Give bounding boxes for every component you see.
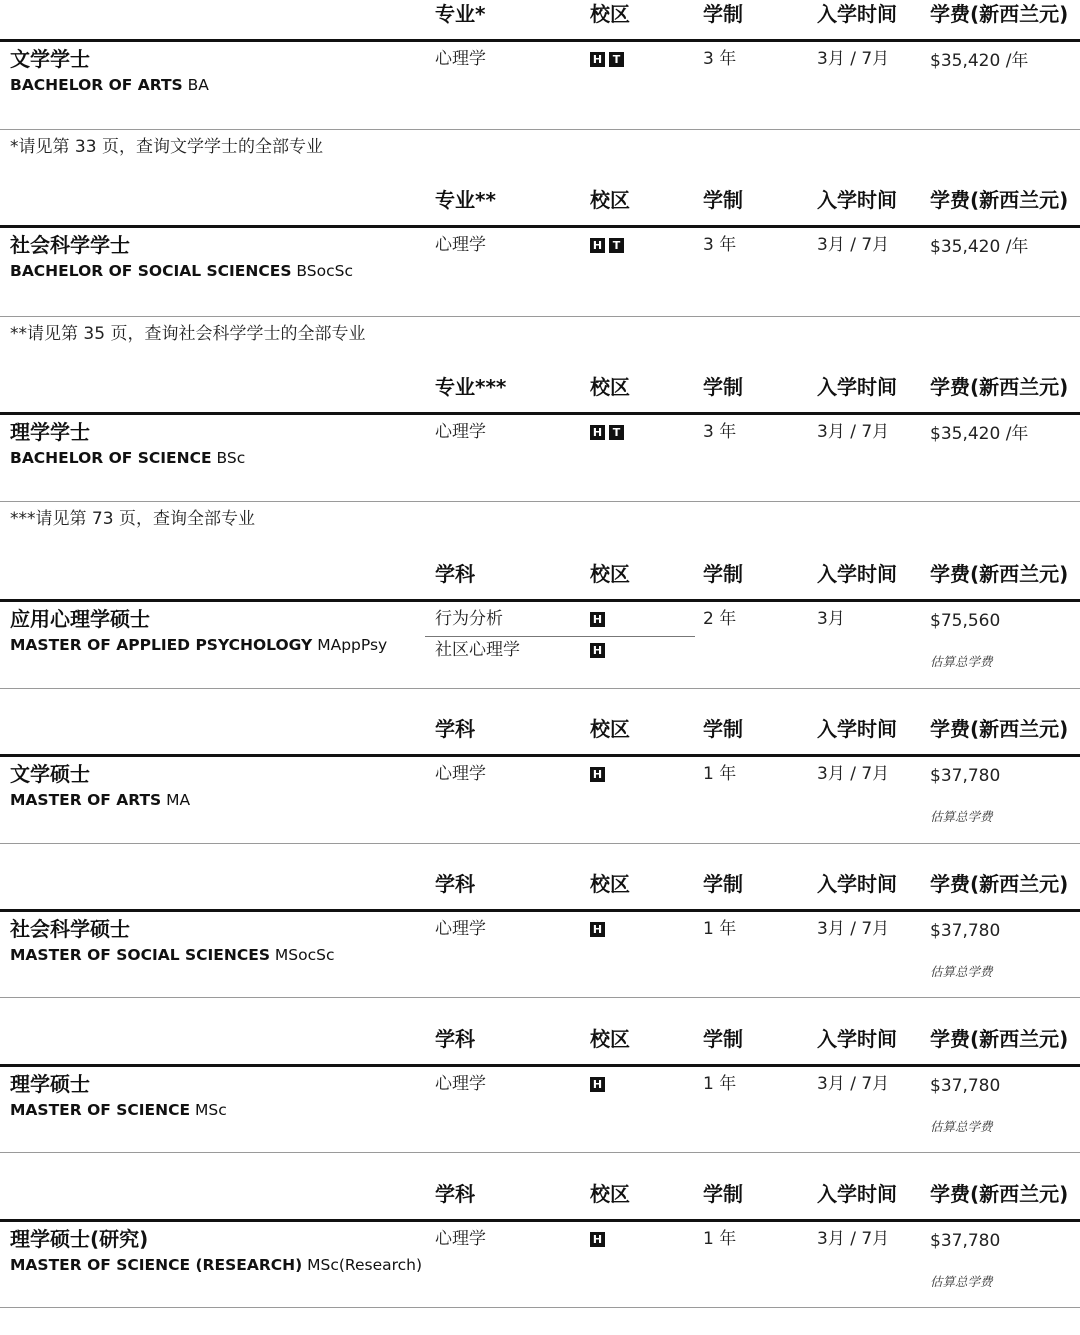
section-divider — [0, 501, 1080, 502]
duration-value: 1 年 — [703, 1229, 737, 1249]
fee-value: $35,420 /年 — [930, 237, 1029, 257]
program-block — [0, 1180, 1080, 1335]
fee-note: 估算总学费 — [930, 1274, 993, 1289]
program-name-en — [10, 1255, 422, 1275]
header-rule — [0, 39, 1080, 42]
campus-header: 校区 — [590, 1182, 630, 1206]
fee-header: 学费(新西兰元) — [930, 872, 1069, 896]
intake-header: 入学时间 — [817, 375, 897, 399]
campus-badges — [590, 767, 605, 782]
program-block — [0, 373, 1080, 528]
major-value: 行为分析 — [435, 609, 503, 629]
intake-value: 3月 / 7月 — [817, 1229, 890, 1249]
program-name-en-full: MASTER OF APPLIED PSYCHOLOGY — [10, 636, 313, 654]
duration-header: 学制 — [703, 872, 743, 896]
duration-value: 3 年 — [703, 49, 737, 69]
program-block — [0, 870, 1080, 1025]
campus-h-badge: H — [590, 612, 605, 627]
campus-t-badge: T — [609, 52, 624, 67]
program-abbreviation: BSocSc — [296, 262, 353, 280]
intake-value: 3月 / 7月 — [817, 422, 890, 442]
header-rule — [0, 1219, 1080, 1222]
fee-note: 估算总学费 — [930, 654, 993, 669]
intake-value: 3月 / 7月 — [817, 919, 890, 939]
campus-badges — [590, 1077, 605, 1092]
major-header: 学科 — [435, 1027, 475, 1051]
program-name-en-full: BACHELOR OF ARTS — [10, 76, 183, 94]
section-divider — [0, 1307, 1080, 1308]
program-name-en — [10, 1100, 227, 1120]
major-value: 心理学 — [435, 422, 486, 442]
duration-header: 学制 — [703, 2, 743, 26]
intake-header: 入学时间 — [817, 188, 897, 212]
duration-header: 学制 — [703, 1182, 743, 1206]
campus-badges — [590, 612, 605, 627]
fee-value: $75,560 — [930, 611, 1001, 631]
program-name-en — [10, 945, 335, 965]
program-abbreviation: BSc — [216, 449, 246, 467]
campus-header: 校区 — [590, 1027, 630, 1051]
duration-value: 2 年 — [703, 609, 737, 629]
program-block — [0, 560, 1080, 715]
program-name-en — [10, 75, 209, 95]
major-header: 专业** — [435, 188, 496, 212]
campus-h-badge: H — [590, 425, 605, 440]
campus-badges — [590, 425, 624, 440]
fee-value: $37,780 — [930, 921, 1001, 941]
campus-badges — [590, 238, 624, 253]
duration-header: 学制 — [703, 375, 743, 399]
intake-header: 入学时间 — [817, 2, 897, 26]
intake-value: 3月 — [817, 609, 845, 629]
campus-badges — [590, 643, 605, 658]
program-abbreviation: MSocSc — [274, 946, 335, 964]
fee-value: $35,420 /年 — [930, 51, 1029, 71]
campus-h-badge: H — [590, 238, 605, 253]
header-rule — [0, 909, 1080, 912]
section-divider — [0, 316, 1080, 317]
program-name-en — [10, 790, 190, 810]
header-rule — [0, 225, 1080, 228]
fee-value: $35,420 /年 — [930, 424, 1029, 444]
fee-note: 估算总学费 — [930, 1119, 993, 1134]
header-rule — [0, 1064, 1080, 1067]
program-name-en-full: MASTER OF ARTS — [10, 791, 162, 809]
header-rule — [0, 754, 1080, 757]
program-abbreviation: MAppPsy — [317, 636, 388, 654]
section-divider — [0, 997, 1080, 998]
intake-value: 3月 / 7月 — [817, 49, 890, 69]
fee-header: 学费(新西兰元) — [930, 2, 1069, 26]
campus-t-badge: T — [609, 238, 624, 253]
program-name-zh: 应用心理学硕士 — [10, 607, 150, 631]
campus-header: 校区 — [590, 717, 630, 741]
program-name-en — [10, 448, 245, 468]
campus-h-badge: H — [590, 1077, 605, 1092]
fee-value: $37,780 — [930, 1231, 1001, 1251]
program-name-zh: 理学硕士 — [10, 1072, 90, 1096]
fee-note: 估算总学费 — [930, 809, 993, 824]
fee-header: 学费(新西兰元) — [930, 1027, 1069, 1051]
footnote: **请见第 35 页，查询社会科学学士的全部专业 — [10, 324, 366, 344]
major-value: 心理学 — [435, 764, 486, 784]
intake-value: 3月 / 7月 — [817, 1074, 890, 1094]
program-block — [0, 715, 1080, 870]
campus-header: 校区 — [590, 562, 630, 586]
campus-header: 校区 — [590, 188, 630, 212]
major-value: 心理学 — [435, 1074, 486, 1094]
section-divider — [0, 129, 1080, 130]
fee-header: 学费(新西兰元) — [930, 1182, 1069, 1206]
program-abbreviation: MSc(Research) — [307, 1256, 423, 1274]
intake-value: 3月 / 7月 — [817, 764, 890, 784]
fee-note: 估算总学费 — [930, 964, 993, 979]
program-name-zh: 文学学士 — [10, 47, 90, 71]
section-divider — [0, 843, 1080, 844]
campus-badges — [590, 52, 624, 67]
major-value: 心理学 — [435, 1229, 486, 1249]
fee-value: $37,780 — [930, 766, 1001, 786]
header-rule — [0, 412, 1080, 415]
program-name-en — [10, 261, 353, 281]
campus-h-badge: H — [590, 52, 605, 67]
program-abbreviation: MSc — [195, 1101, 227, 1119]
program-name-en — [10, 635, 387, 655]
duration-header: 学制 — [703, 1027, 743, 1051]
program-name-en-full: MASTER OF SCIENCE — [10, 1101, 191, 1119]
fee-header: 学费(新西兰元) — [930, 188, 1069, 212]
duration-header: 学制 — [703, 562, 743, 586]
duration-value: 3 年 — [703, 422, 737, 442]
program-abbreviation: MA — [166, 791, 191, 809]
program-name-en-full: MASTER OF SOCIAL SCIENCES — [10, 946, 270, 964]
duration-value: 3 年 — [703, 235, 737, 255]
section-divider — [0, 688, 1080, 689]
major-header: 专业*** — [435, 375, 507, 399]
duration-value: 1 年 — [703, 1074, 737, 1094]
major-value: 心理学 — [435, 49, 486, 69]
major-value: 心理学 — [435, 919, 486, 939]
program-name-zh: 文学硕士 — [10, 762, 90, 786]
major-header: 学科 — [435, 717, 475, 741]
duration-value: 1 年 — [703, 764, 737, 784]
program-name-zh: 社会科学硕士 — [10, 917, 130, 941]
campus-t-badge: T — [609, 425, 624, 440]
campus-h-badge: H — [590, 1232, 605, 1247]
campus-h-badge: H — [590, 922, 605, 937]
campus-header: 校区 — [590, 872, 630, 896]
campus-badges — [590, 1232, 605, 1247]
program-name-zh: 社会科学学士 — [10, 233, 130, 257]
campus-h-badge: H — [590, 643, 605, 658]
major-divider — [425, 636, 695, 637]
program-block — [0, 186, 1080, 344]
program-name-en-full: MASTER OF SCIENCE (RESEARCH) — [10, 1256, 303, 1274]
major-value: 心理学 — [435, 235, 486, 255]
fee-header: 学费(新西兰元) — [930, 375, 1069, 399]
footnote: ***请见第 73 页，查询全部专业 — [10, 509, 255, 529]
program-name-en-full: BACHELOR OF SCIENCE — [10, 449, 212, 467]
major-header: 学科 — [435, 1182, 475, 1206]
major-value: 社区心理学 — [435, 640, 520, 660]
campus-badges — [590, 922, 605, 937]
duration-value: 1 年 — [703, 919, 737, 939]
program-block — [0, 0, 1080, 155]
major-header: 学科 — [435, 872, 475, 896]
fee-header: 学费(新西兰元) — [930, 562, 1069, 586]
intake-header: 入学时间 — [817, 872, 897, 896]
program-name-zh: 理学学士 — [10, 420, 90, 444]
intake-value: 3月 / 7月 — [817, 235, 890, 255]
program-name-en-full: BACHELOR OF SOCIAL SCIENCES — [10, 262, 292, 280]
section-divider — [0, 1152, 1080, 1153]
duration-header: 学制 — [703, 188, 743, 212]
campus-header: 校区 — [590, 375, 630, 399]
intake-header: 入学时间 — [817, 562, 897, 586]
duration-header: 学制 — [703, 717, 743, 741]
campus-h-badge: H — [590, 767, 605, 782]
major-header: 学科 — [435, 562, 475, 586]
intake-header: 入学时间 — [817, 717, 897, 741]
fee-header: 学费(新西兰元) — [930, 717, 1069, 741]
fee-value: $37,780 — [930, 1076, 1001, 1096]
program-block — [0, 1025, 1080, 1180]
program-name-zh: 理学硕士(研究) — [10, 1227, 149, 1251]
campus-header: 校区 — [590, 2, 630, 26]
footnote: *请见第 33 页，查询文学学士的全部专业 — [10, 137, 323, 157]
intake-header: 入学时间 — [817, 1182, 897, 1206]
major-header: 专业* — [435, 2, 486, 26]
header-rule — [0, 599, 1080, 602]
intake-header: 入学时间 — [817, 1027, 897, 1051]
program-abbreviation: BA — [187, 76, 209, 94]
